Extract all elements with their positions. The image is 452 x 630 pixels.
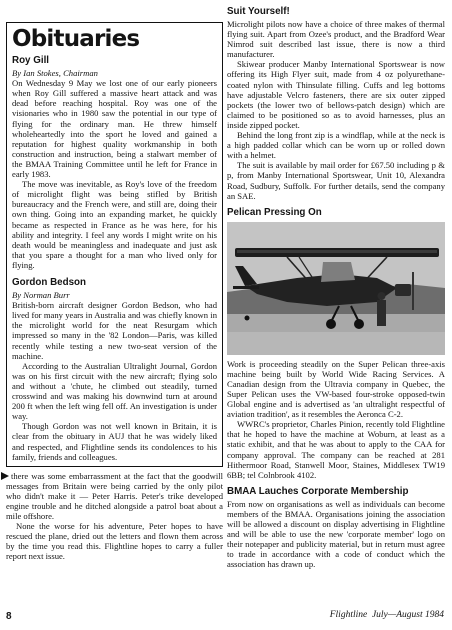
right-column <box>227 0 445 569</box>
continuation-text-span: there was some embarrassment at the fact that the goodwill messages from Britain were being carried by the only pilot who didn't make it — Peter Harris. Peter's trike developed engine trouble and he ditched alongside a patrol boat about a mile offshore. <box>6 470 223 522</box>
gordon-bedson-paragraph: Though Gordon was not well known in Britain, it is clear from the obituary in AUJ that he was widely liked and respected, and Flightline sends its condolences to his family, friends and colleagues. <box>12 421 217 462</box>
left-column <box>6 0 223 562</box>
bmaa-paragraph: From now on organisations as well as individuals can become members of the BMAA. Organisations joining the association will be allowed a discount on display advertising in Flightline and will be able to use the new 'corporate member' logo on their notepaper and publicity material, but in return must agree to trade in accordance with a code of conduct which the association has drawn up. <box>227 498 445 570</box>
suit-paragraph: Skiwear producer Manby International Sportswear is now offering its High Flyer suit, made from 4 oz polyurethane-coated nylon with Thinsulate filling. Cuffs and leg bottoms have adjustable Velcro fasteners, there are six outer zipped pockets (the lower two of bellows-patch design) which are claimed to be positioned so as to avoid harnesses, plus an inside zipped pocket. <box>227 59 445 130</box>
roy-gill-paragraph: On Wednesday 9 May we lost one of our early pioneers when Roy Gill suffered a massive heart attack and was dead before reaching hospital. Roy was one of the visionaries who in 1980 saw the potential in our type of flying for the ordinary man. He threw himself wholeheartedly into the sport he loved and gained a reputation for highest quality workmanship in both construction and instruction, being a stalwart member of the BMAA Training Committee until he left for France in early 1983. <box>12 78 217 180</box>
aircraft-photo <box>227 222 445 355</box>
roy-gill-byline: By Ian Stokes, Chairman <box>12 68 98 78</box>
aircraft-photo-drawing <box>227 222 445 355</box>
obituaries-box <box>6 22 223 467</box>
bmaa-title: BMAA Lauches Corporate Membership <box>227 485 409 497</box>
obituaries-heading: Obituaries <box>12 26 140 52</box>
continuation-paragraph: None the worse for his adventure, Peter hopes to have rescued the plane, dried out the letters and flown them across by the time you read this. Flightline hopes to carry a fuller report next issue. <box>6 521 223 562</box>
pelican-body <box>227 359 445 480</box>
issue-date: July—August 1984 <box>371 610 444 620</box>
page-number: 8 <box>6 611 12 622</box>
suit-paragraph: Behind the long front zip is a windflap, while at the neck is a high padded collar which can be worn up or rolled down with a helmet. <box>227 130 445 161</box>
roy-gill-title: Roy Gill <box>12 55 50 66</box>
gordon-bedson-title: Gordon Bedson <box>12 276 87 288</box>
gordon-bedson-byline: By Norman Burr <box>12 289 70 300</box>
gordon-bedson-paragraph <box>12 361 217 422</box>
suit-yourself-title: Suit Yourself! <box>227 6 290 17</box>
arrow-right-icon <box>0 471 10 481</box>
suit-yourself-body <box>227 19 445 201</box>
pelican-paragraph: Work is proceeding steadily on the Super Pelican three-axis machine being built by World Wide Racing Services. A Canadian design from the Ultravia company in Quebec, the Super Pelican uses the VW-based four-stroke opposed-twin Global engine and is advertised as 'an ultralight respectful of aviation tradition', as it resembles the Aeronca C-2. <box>227 358 445 420</box>
publication-footer <box>330 610 444 620</box>
suit-paragraph: The suit is available by mail order for £67.50 including p & p, from Manby International Sportswear, Unit 10, Alexandra Road, Sudbury, Suffolk. For further details, send the company an SAE. <box>227 160 445 201</box>
publication-name: Flightline <box>329 610 368 620</box>
pelican-paragraph: WWRC's proprietor, Charles Pinion, recently told Flightline that he hoped to have the machine at Woburn, at least as a static exhibit, and that he was about to apply to the CAA for company approval. The company can be reached at 281 Hithermoor Road, Stanwell Moor, Staines, Middlesex TW19 6BB; tel Colnbrook 4102. <box>227 419 445 480</box>
continuation-paragraph <box>6 471 223 521</box>
continuation-text <box>6 471 223 562</box>
roy-gill-paragraph: The move was inevitable, as Roy's love of the freedom of microlight flight was being stifled by British bureaucracy and the French were, and still are, doing their own thing. Going into an expanding market, he quickly became as respected in France as he was here, for his ability and integrity. I feel any words I might write on his death would be meaningless and inadequate and just ask that you spare a thought for a man who lived only for flying. <box>12 179 217 270</box>
gordon-bedson-paragraph-text: According to the Australian Ultralight Journal, Gordon was on his first circuit with the new aircraft; flying solo and without a 'chute, he climbed out steadily, turned crosswind and was making his downwind turn at around 200 ft when the left wing fell off. An investigation is under way. <box>12 360 217 422</box>
gordon-bedson-paragraph: British-born aircraft designer Gordon Bedson, who had lived for many years in Australia and was chiefly known in the microlight world for the neat Resurgam which impressed so many in the '82 London—Paris, was killed recently while testing a new two-seat version of the machine. <box>12 300 217 361</box>
pelican-title: Pelican Pressing On <box>227 206 322 218</box>
suit-paragraph: Microlight pilots now have a choice of three makes of thermal flying suit. Apart from Ozee's product, and the Bradford Wear Nimrod suit described last issue, there is now a third manufacturer. <box>227 19 445 60</box>
